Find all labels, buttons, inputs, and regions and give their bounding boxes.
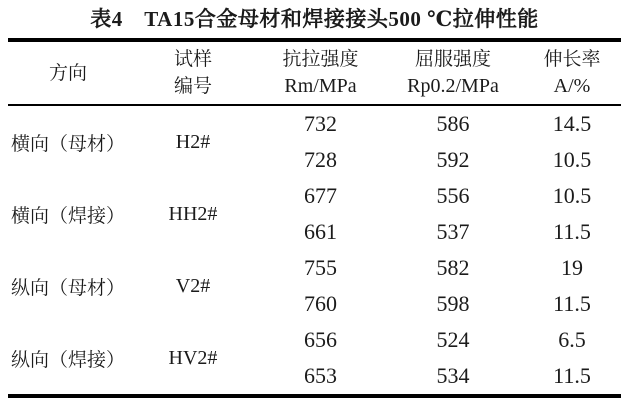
specimen-cell: HH2# bbox=[168, 202, 218, 225]
elongation-cell: 11.5 bbox=[553, 363, 591, 388]
elongation-cell: 19 bbox=[561, 255, 583, 280]
yield-strength-cell: 592 bbox=[436, 147, 470, 172]
specimen-cell: H2# bbox=[175, 130, 211, 153]
header-row bbox=[8, 40, 621, 105]
tensile-strength-cell: 653 bbox=[304, 363, 337, 388]
table-row bbox=[8, 178, 621, 214]
elongation-cell: 11.5 bbox=[553, 291, 591, 316]
specimen-cell: V2# bbox=[175, 274, 211, 297]
header-specimen-line2: 编号 bbox=[173, 76, 212, 97]
yield-strength-cell: 582 bbox=[436, 255, 470, 280]
direction-cell: 横向（焊接） bbox=[10, 205, 125, 227]
col-header-tensile-strength bbox=[258, 40, 383, 105]
tensile-strength-cell: 732 bbox=[304, 111, 337, 136]
col-header-specimen bbox=[128, 40, 258, 105]
yield-strength-cell: 586 bbox=[436, 111, 470, 136]
tensile-strength-cell: 661 bbox=[304, 219, 337, 244]
yield-strength-cell: 598 bbox=[436, 291, 470, 316]
elongation-cell: 11.5 bbox=[553, 219, 591, 244]
table-row bbox=[8, 322, 621, 358]
header-tensile-line2: Rm/MPa bbox=[284, 75, 357, 97]
table-row bbox=[8, 250, 621, 286]
yield-strength-cell: 524 bbox=[436, 327, 470, 352]
tensile-strength-cell: 760 bbox=[304, 291, 337, 316]
yield-strength-cell: 556 bbox=[436, 183, 470, 208]
yield-strength-cell: 534 bbox=[436, 363, 470, 388]
header-elongation-line1: 伸长率 bbox=[543, 49, 601, 70]
elongation-cell: 10.5 bbox=[552, 183, 592, 208]
table-body bbox=[8, 105, 621, 396]
tensile-strength-cell: 677 bbox=[304, 183, 337, 208]
header-elongation-line2: A/% bbox=[553, 75, 591, 97]
direction-cell: 横向（母材） bbox=[10, 133, 125, 155]
tensile-strength-cell: 656 bbox=[304, 327, 337, 352]
elongation-cell: 14.5 bbox=[552, 111, 592, 136]
col-header-yield-strength bbox=[383, 40, 523, 105]
header-specimen-line1: 试样 bbox=[173, 49, 212, 70]
elongation-cell: 6.5 bbox=[558, 327, 586, 352]
table-row bbox=[8, 105, 621, 142]
direction-cell: 纵向（焊接） bbox=[10, 349, 125, 371]
tensile-strength-cell: 755 bbox=[304, 255, 337, 280]
col-header-direction bbox=[8, 40, 128, 105]
direction-cell: 纵向（母材） bbox=[10, 277, 125, 299]
header-yield-line2: Rp0.2/MPa bbox=[407, 75, 499, 97]
header-direction-label: 方向 bbox=[48, 62, 87, 84]
table-header bbox=[8, 40, 621, 105]
header-tensile-line1: 抗拉强度 bbox=[282, 49, 359, 70]
table-caption: 表4 TA15合金母材和焊接接头500 ℃拉伸性能 bbox=[90, 7, 539, 31]
tensile-strength-cell: 728 bbox=[304, 147, 337, 172]
col-header-elongation bbox=[523, 40, 621, 105]
elongation-cell: 10.5 bbox=[552, 147, 592, 172]
header-yield-line1: 屈服强度 bbox=[414, 49, 491, 70]
yield-strength-cell: 537 bbox=[436, 219, 470, 244]
tensile-properties-table bbox=[8, 38, 621, 398]
specimen-cell: HV2# bbox=[168, 346, 218, 369]
